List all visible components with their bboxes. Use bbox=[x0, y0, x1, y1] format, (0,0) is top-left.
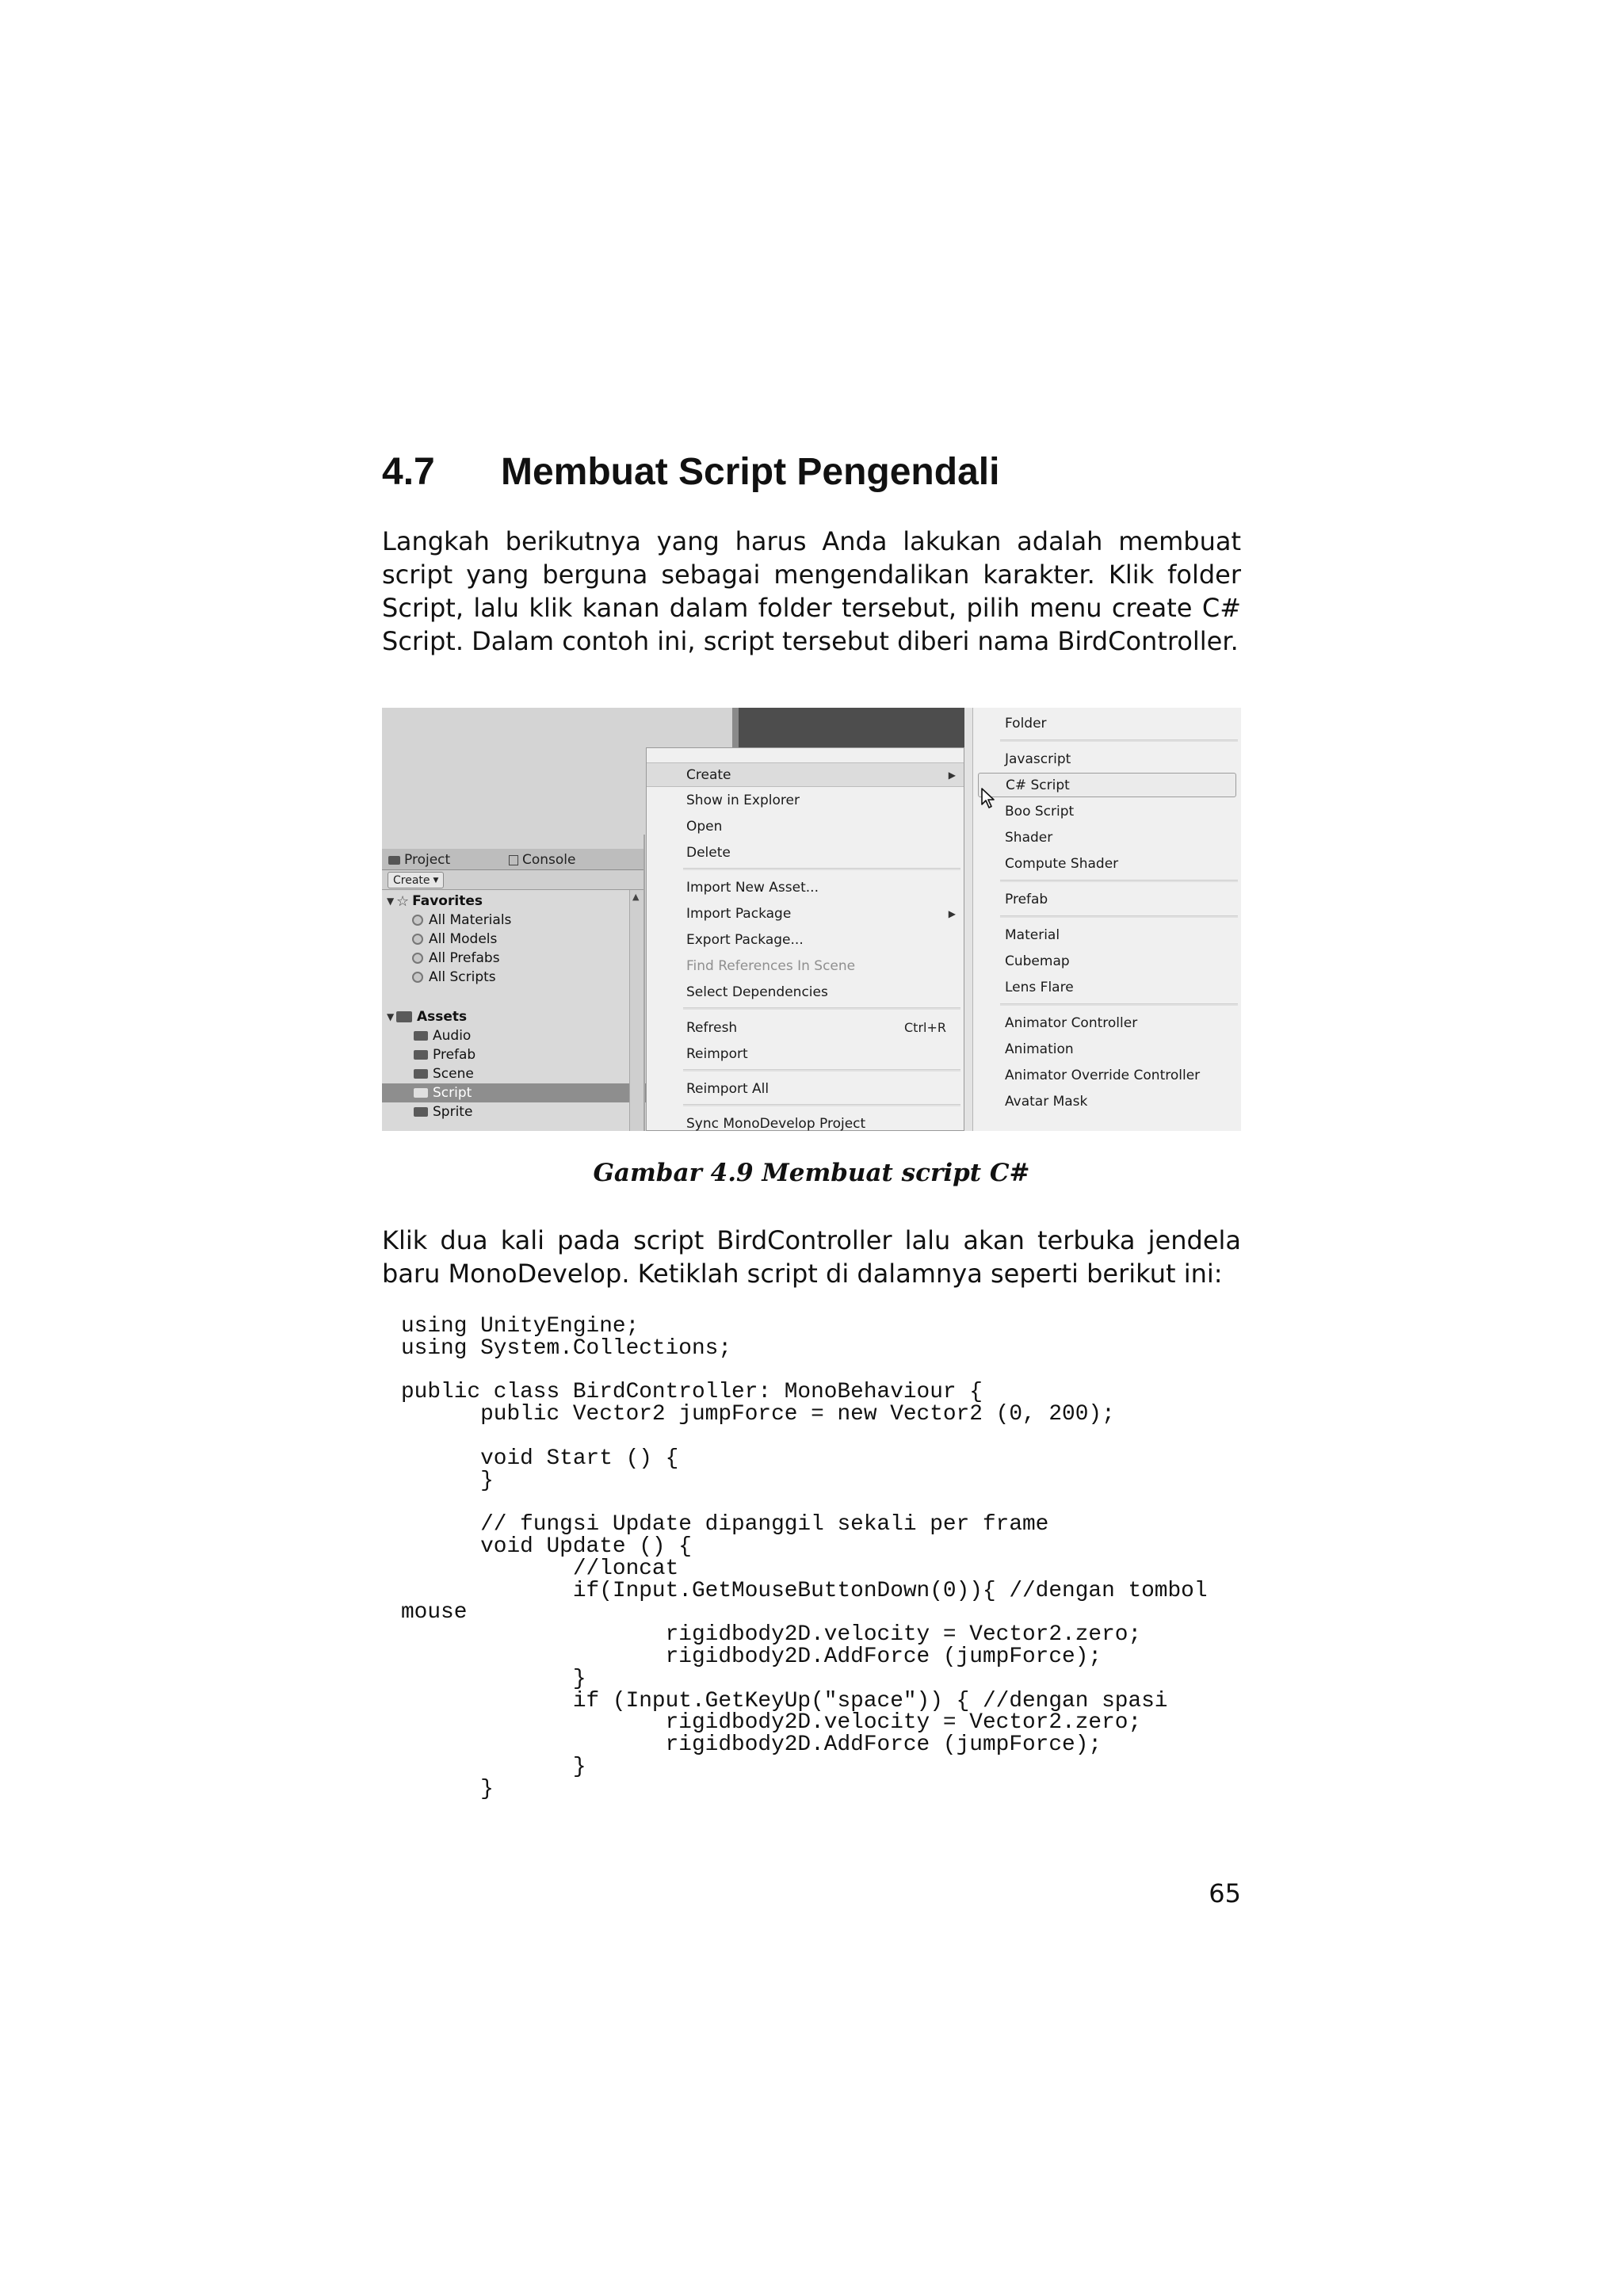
search-icon bbox=[412, 915, 423, 926]
submenu-arrow-icon: ▶ bbox=[948, 907, 956, 919]
menu-item-label: Import New Asset... bbox=[686, 879, 819, 896]
submenu-item-label: Lens Flare bbox=[1005, 979, 1074, 995]
tree-item-script[interactable] bbox=[382, 1083, 661, 1102]
tree-item-sprite[interactable] bbox=[382, 1102, 661, 1121]
tree-item-favorites[interactable] bbox=[382, 892, 629, 911]
menu-item-label: Reimport bbox=[686, 1045, 748, 1062]
menu-item-label: Select Dependencies bbox=[686, 984, 828, 1000]
submenu-item-label: Javascript bbox=[1005, 751, 1071, 767]
tree-item-all-models[interactable] bbox=[382, 930, 659, 949]
menu-item-show-in-explorer[interactable] bbox=[647, 788, 964, 812]
panel-divider bbox=[643, 835, 645, 1131]
tree-item-label: Sprite bbox=[433, 1104, 473, 1120]
folder-icon bbox=[396, 1011, 412, 1022]
unity-screenshot-figure bbox=[382, 708, 1241, 1131]
folder-icon bbox=[414, 1031, 428, 1041]
menu-shortcut: Ctrl+R bbox=[904, 1020, 946, 1035]
menu-separator bbox=[683, 868, 960, 870]
menu-item-label: Import Package bbox=[686, 905, 792, 922]
tab-console-label: Console bbox=[522, 852, 576, 868]
create-dropdown-button[interactable] bbox=[388, 872, 444, 888]
tree-item-label: All Prefabs bbox=[429, 950, 500, 966]
menu-separator bbox=[1000, 739, 1238, 742]
tree-item-label: Prefab bbox=[433, 1047, 476, 1063]
tree-item-audio[interactable] bbox=[382, 1026, 661, 1045]
submenu-item-csharp-script[interactable] bbox=[978, 773, 1236, 797]
tree-item-label: Scene bbox=[433, 1066, 474, 1082]
section-number: 4.7 bbox=[382, 450, 435, 493]
folder-icon bbox=[388, 856, 400, 865]
create-submenu bbox=[972, 708, 1241, 1131]
search-icon bbox=[412, 972, 423, 983]
submenu-item-label: Animator Controller bbox=[1005, 1014, 1138, 1031]
folder-icon bbox=[414, 1050, 428, 1060]
menu-item-reimport-all[interactable] bbox=[647, 1076, 964, 1101]
submenu-item-label: Cubemap bbox=[1005, 953, 1070, 969]
menu-item-create[interactable] bbox=[647, 762, 964, 787]
menu-item-label: Create bbox=[686, 766, 731, 783]
project-tree bbox=[382, 890, 629, 1131]
submenu-item-compute-shader[interactable] bbox=[973, 851, 1241, 876]
code-listing: using UnityEngine; using System.Collections; public class BirdController: MonoBehaviour { public Vector2 jumpForce = new Vector2 (0, 200); void Start () { } // fungsi Update dipanggil sekali per frame void Update () { //loncat if(Input.GetMouseButtonDown(0)){ //dengan tombol mouse rigidbody2D.velocity = Vector2.zero; rigidbody2D.AddForce (jumpForce); } if (Input.GetKeyUp("space")) { //dengan spasi rigidbody2D.velocity = Vector2.zero; rigidbody2D.AddForce (jumpForce); } } bbox=[401, 1314, 1208, 1801]
tree-item-assets[interactable] bbox=[382, 1007, 629, 1026]
instruction-paragraph: Klik dua kali pada script BirdController lalu akan terbuka jendela baru MonoDevelop. Ketiklah script di dalamnya seperti berikut ini: bbox=[382, 1225, 1241, 1289]
folder-icon bbox=[414, 1069, 428, 1079]
submenu-item-label: Animation bbox=[1005, 1041, 1074, 1057]
menu-item-label: Open bbox=[686, 818, 723, 835]
scene-view-dark-area bbox=[732, 708, 966, 747]
submenu-item-label: Material bbox=[1005, 926, 1060, 943]
section-heading bbox=[382, 444, 999, 499]
menu-item-find-references bbox=[647, 953, 964, 978]
submenu-item-javascript[interactable] bbox=[973, 747, 1241, 771]
submenu-item-lens-flare[interactable] bbox=[973, 975, 1241, 999]
menu-item-label: Find References In Scene bbox=[686, 957, 856, 974]
menu-item-select-dependencies[interactable] bbox=[647, 980, 964, 1004]
menu-separator bbox=[683, 1069, 960, 1072]
expand-triangle-icon: ▼ bbox=[387, 896, 395, 907]
menu-item-label: Delete bbox=[686, 844, 731, 861]
mouse-cursor-icon bbox=[980, 787, 996, 809]
chevron-down-icon: ▼ bbox=[433, 876, 439, 884]
menu-separator bbox=[683, 1007, 960, 1010]
menu-item-label: Reimport All bbox=[686, 1080, 769, 1097]
menu-item-label: Sync MonoDevelop Project bbox=[686, 1115, 866, 1131]
favorites-label: Favorites bbox=[412, 893, 483, 909]
intro-paragraph: Langkah berikutnya yang harus Anda lakukan adalah membuat script yang berguna sebagai mengendalikan karakter. Klik folder Script, lalu klik kanan dalam folder tersebut, pilih menu create C# Script. Dalam contoh ini, script tersebut diberi nama BirdController. bbox=[382, 526, 1241, 656]
submenu-item-label: Boo Script bbox=[1005, 803, 1075, 819]
submenu-item-material[interactable] bbox=[973, 923, 1241, 947]
tree-item-label: Script bbox=[433, 1085, 472, 1101]
context-menu bbox=[646, 747, 964, 1131]
assets-label: Assets bbox=[417, 1009, 468, 1025]
submenu-item-animator-override-controller[interactable] bbox=[973, 1063, 1241, 1087]
console-icon bbox=[509, 855, 518, 865]
tree-item-label: All Materials bbox=[429, 912, 512, 928]
submenu-item-prefab[interactable] bbox=[973, 887, 1241, 911]
menu-item-export-package[interactable] bbox=[647, 927, 964, 952]
tree-item-label: All Models bbox=[429, 931, 498, 947]
menu-item-sync-monodevelop[interactable] bbox=[647, 1111, 964, 1131]
folder-icon bbox=[414, 1107, 428, 1117]
menu-separator bbox=[1000, 880, 1238, 882]
search-icon bbox=[412, 934, 423, 945]
project-toolbar bbox=[382, 870, 643, 890]
submenu-item-animator-controller[interactable] bbox=[973, 1010, 1241, 1035]
menu-item-reimport[interactable] bbox=[647, 1041, 964, 1066]
tree-scrollbar[interactable] bbox=[629, 890, 644, 1131]
submenu-item-label: Folder bbox=[1005, 715, 1047, 732]
submenu-item-cubemap[interactable] bbox=[973, 949, 1241, 973]
submenu-item-folder[interactable] bbox=[973, 711, 1241, 735]
tab-console[interactable] bbox=[509, 852, 576, 868]
submenu-item-label: C# Script bbox=[1006, 777, 1070, 793]
submenu-item-boo-script[interactable] bbox=[973, 799, 1241, 823]
star-icon: ☆ bbox=[396, 892, 410, 910]
menu-separator bbox=[683, 1104, 960, 1106]
search-icon bbox=[412, 953, 423, 964]
tree-item-all-prefabs[interactable] bbox=[382, 949, 659, 968]
menu-item-refresh[interactable] bbox=[647, 1015, 964, 1040]
section-title: Membuat Script Pengendali bbox=[501, 450, 1000, 493]
menu-item-import-new-asset[interactable] bbox=[647, 875, 964, 900]
folder-icon bbox=[414, 1088, 428, 1098]
menu-item-import-package[interactable] bbox=[647, 901, 964, 926]
create-button-label: Create bbox=[393, 873, 430, 887]
scroll-up-icon: ▲ bbox=[632, 892, 640, 902]
tab-project-label: Project bbox=[404, 852, 451, 868]
tree-item-label: All Scripts bbox=[429, 969, 496, 985]
submenu-item-label: Shader bbox=[1005, 829, 1053, 846]
tree-item-all-materials[interactable] bbox=[382, 911, 659, 930]
submenu-item-shader[interactable] bbox=[973, 825, 1241, 850]
menu-item-label: Refresh bbox=[686, 1019, 738, 1036]
submenu-item-label: Avatar Mask bbox=[1005, 1093, 1088, 1110]
project-tab-bar bbox=[382, 849, 643, 870]
tree-item-prefab[interactable] bbox=[382, 1045, 661, 1064]
menu-separator bbox=[1000, 915, 1238, 918]
expand-triangle-icon: ▼ bbox=[387, 1011, 395, 1022]
submenu-item-label: Compute Shader bbox=[1005, 855, 1119, 872]
menu-item-label: Export Package... bbox=[686, 931, 804, 948]
submenu-item-label: Animator Override Controller bbox=[1005, 1067, 1201, 1083]
menu-separator bbox=[1000, 1003, 1238, 1006]
menu-item-open[interactable] bbox=[647, 814, 964, 839]
tree-item-scene[interactable] bbox=[382, 1064, 661, 1083]
tree-item-all-scripts[interactable] bbox=[382, 968, 659, 987]
submenu-item-avatar-mask[interactable] bbox=[973, 1089, 1241, 1114]
tab-project[interactable] bbox=[388, 852, 450, 868]
menu-item-label: Show in Explorer bbox=[686, 792, 800, 808]
tree-item-label: Audio bbox=[433, 1028, 472, 1044]
menu-gutter bbox=[964, 708, 972, 1131]
page-number: 65 bbox=[1209, 1878, 1241, 1908]
submenu-item-animation[interactable] bbox=[973, 1037, 1241, 1061]
submenu-arrow-icon: ▶ bbox=[948, 769, 956, 781]
figure-caption: Gambar 4.9 Membuat script C# bbox=[593, 1159, 1030, 1187]
menu-item-delete[interactable] bbox=[647, 840, 964, 865]
submenu-item-label: Prefab bbox=[1005, 891, 1048, 907]
